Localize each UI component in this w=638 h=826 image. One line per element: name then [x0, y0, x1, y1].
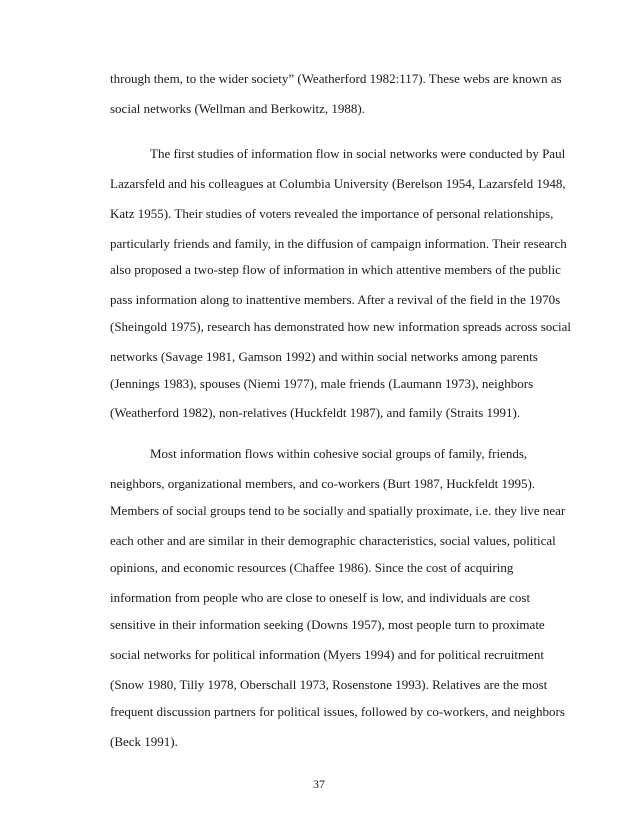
text-line: social networks for political information (Myers 1994) and for political recruitment	[110, 647, 544, 662]
text-line: information from people who are close to oneself is low, and individuals are cost	[110, 590, 531, 605]
text-line: opinions, and economic resources (Chaffee 1986). Since the cost of acquiring	[110, 560, 514, 575]
text-line: neighbors, organizational members, and co-workers (Burt 1987, Huckfeldt 1995).	[110, 476, 536, 491]
text-line: pass information along to inattentive members. After a revival of the field in the 1970s	[110, 292, 561, 307]
text-line: social networks (Wellman and Berkowitz, 1988).	[110, 101, 365, 116]
text-line: Members of social groups tend to be socially and spatially proximate, i.e. they live near	[110, 503, 566, 518]
text-line: particularly friends and family, in the diffusion of campaign information. Their research	[110, 236, 567, 251]
text-line: (Weatherford 1982), non-relatives (Huckfeldt 1987), and family (Straits 1991).	[110, 405, 521, 420]
text-line: Katz 1955). Their studies of voters revealed the importance of personal relationships,	[110, 206, 554, 221]
text-line: networks (Savage 1981, Gamson 1992) and within social networks among parents	[110, 349, 538, 364]
text-line: (Beck 1991).	[110, 734, 178, 749]
text-line: The first studies of information flow in social networks were conducted by Paul	[150, 146, 566, 161]
text-line: (Sheingold 1975), research has demonstrated how new information spreads across social	[110, 319, 572, 334]
text-line: Lazarsfeld and his colleagues at Columbia University (Berelson 1954, Lazarsfeld 1948,	[110, 176, 566, 191]
text-line: sensitive in their information seeking (Downs 1957), most people turn to proximate	[110, 617, 545, 632]
page-number: 37	[313, 777, 325, 791]
text-line: also proposed a two-step flow of information in which attentive members of the public	[110, 262, 561, 277]
text-line: Most information flows within cohesive social groups of family, friends,	[150, 446, 528, 461]
text-line: each other and are similar in their demographic characteristics, social values, political	[110, 533, 556, 548]
text-line: (Snow 1980, Tilly 1978, Oberschall 1973, Rosenstone 1993). Relatives are the most	[110, 677, 548, 692]
text-line: (Jennings 1983), spouses (Niemi 1977), male friends (Laumann 1973), neighbors	[110, 376, 534, 391]
text-line: through them, to the wider society” (Weatherford 1982:117). These webs are known as	[110, 71, 562, 86]
text-line: frequent discussion partners for political issues, followed by co-workers, and neighbors	[110, 704, 565, 719]
